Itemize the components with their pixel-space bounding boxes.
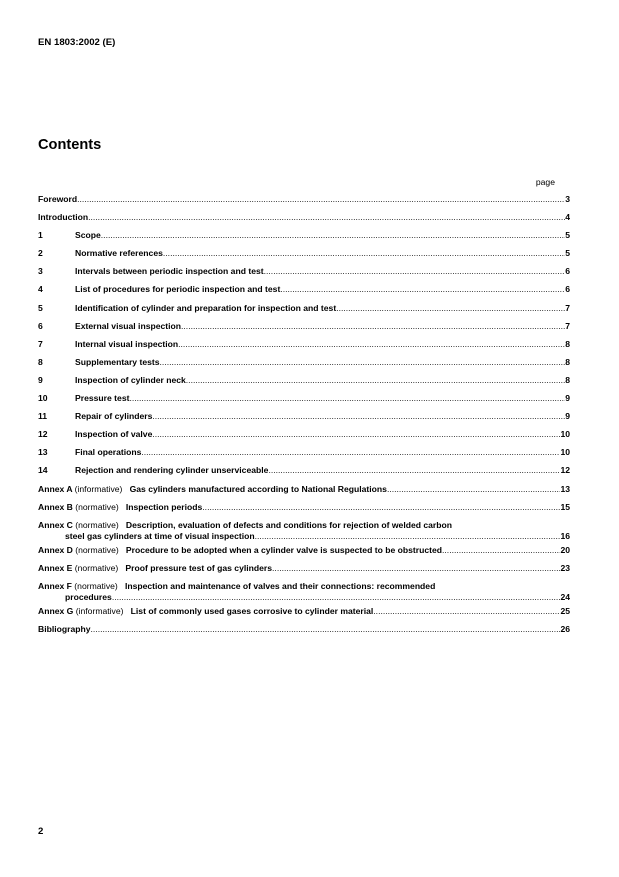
- toc-entry-annex-e[interactable]: [38, 563, 570, 581]
- clause-number: 12: [38, 429, 48, 440]
- leader-dots: [272, 563, 560, 574]
- clause-number: 9: [38, 374, 43, 385]
- annex-kind: (informative): [74, 483, 123, 494]
- leader-dots: [442, 545, 560, 556]
- clause-number: 8: [38, 356, 43, 367]
- clause-number: 7: [38, 338, 43, 349]
- toc-page-number: 16: [560, 530, 570, 541]
- leader-dots: [141, 447, 560, 458]
- toc-entry-text: Intervals between periodic inspection and test: [75, 266, 264, 277]
- toc-entry-clause[interactable]: [38, 230, 570, 248]
- leader-dots: [387, 484, 560, 495]
- annex-label: Annex A: [38, 483, 73, 494]
- toc-page-number: 6: [565, 266, 570, 277]
- annex-title: List of commonly used gases corrosive to cylinder material: [130, 605, 374, 616]
- annex-kind: (normative): [74, 562, 119, 573]
- table-of-contents: [38, 194, 570, 642]
- annex-title-continued: procedures: [65, 591, 112, 602]
- leader-dots: [101, 230, 565, 241]
- toc-entry-clause[interactable]: [38, 429, 570, 447]
- annex-title: Inspection periods: [125, 501, 203, 512]
- leader-dots: [91, 624, 561, 635]
- toc-page-number: 6: [565, 284, 570, 295]
- toc-page-number: 10: [560, 447, 570, 458]
- toc-entry-text: Inspection of cylinder neck: [75, 374, 186, 385]
- toc-entry-annex-g[interactable]: [38, 606, 570, 624]
- toc-entry-clause[interactable]: [38, 248, 570, 266]
- annex-title: Proof pressure test of gas cylinders: [125, 562, 273, 573]
- toc-entry-foreword[interactable]: [38, 194, 570, 212]
- leader-dots: [152, 429, 560, 440]
- toc-page-number: 13: [560, 483, 570, 494]
- toc-page-number: 7: [565, 302, 570, 313]
- toc-page-number: 8: [565, 338, 570, 349]
- leader-dots: [186, 375, 565, 386]
- clause-number: 4: [38, 284, 43, 295]
- page-column-label: page: [535, 177, 555, 187]
- clause-number: 3: [38, 266, 43, 277]
- annex-label: Annex G: [38, 605, 74, 616]
- toc-page-number: 25: [560, 605, 570, 616]
- toc-page-number: 5: [565, 230, 570, 241]
- toc-entry-annex-d[interactable]: [38, 545, 570, 563]
- leader-dots: [163, 248, 565, 259]
- toc-entry-text: Introduction: [38, 212, 89, 223]
- toc-page-number: 23: [560, 562, 570, 573]
- toc-entry-clause[interactable]: [38, 393, 570, 411]
- toc-entry-text: Identification of cylinder and preparation for inspection and test: [75, 302, 337, 313]
- toc-entry-text: Pressure test: [75, 393, 130, 404]
- toc-page-number: 20: [560, 544, 570, 555]
- page-number: 2: [38, 826, 44, 837]
- clause-number: 14: [38, 465, 48, 476]
- leader-dots: [129, 393, 565, 404]
- annex-label: Annex E: [38, 562, 73, 573]
- leader-dots: [112, 592, 561, 603]
- toc-entry-clause[interactable]: [38, 266, 570, 284]
- leader-dots: [264, 266, 566, 277]
- toc-entry-clause[interactable]: [38, 375, 570, 393]
- toc-entry-text: Final operations: [75, 447, 142, 458]
- toc-entry-clause[interactable]: [38, 339, 570, 357]
- annex-kind: (informative): [75, 605, 124, 616]
- annex-kind: (normative): [75, 501, 119, 512]
- clause-number: 1: [38, 230, 43, 241]
- toc-entry-text: Internal visual inspection: [75, 338, 179, 349]
- clause-number: 2: [38, 248, 43, 259]
- toc-entry-clause[interactable]: [38, 411, 570, 429]
- clause-number: 13: [38, 447, 48, 458]
- toc-page-number: 10: [560, 429, 570, 440]
- annex-label: Annex F: [38, 580, 72, 591]
- annex-kind: (normative): [75, 519, 119, 530]
- toc-page-number: 15: [560, 501, 570, 512]
- toc-page-number: 9: [565, 393, 570, 404]
- annex-title: Description, evaluation of defects and conditions for rejection of welded carbon: [125, 519, 453, 530]
- annex-kind: (normative): [74, 580, 118, 591]
- document-header: EN 1803:2002 (E): [38, 37, 116, 48]
- toc-page-number: 24: [560, 591, 570, 602]
- annex-label: Annex D: [38, 544, 73, 555]
- toc-entry-clause[interactable]: [38, 303, 570, 321]
- annex-kind: (normative): [75, 544, 119, 555]
- annex-title: Gas cylinders manufactured according to National Regulations: [129, 483, 387, 494]
- leader-dots: [152, 411, 565, 422]
- toc-entry-bibliography[interactable]: [38, 624, 570, 642]
- toc-entry-text: Inspection of valve: [75, 429, 153, 440]
- toc-entry-text: Scope: [75, 230, 101, 241]
- leader-dots: [336, 303, 565, 314]
- leader-dots: [178, 339, 565, 350]
- toc-entry-clause[interactable]: [38, 357, 570, 375]
- toc-page-number: 12: [560, 465, 570, 476]
- annex-title: Procedure to be adopted when a cylinder valve is suspected to be obstructed: [125, 544, 443, 555]
- leader-dots: [373, 606, 560, 617]
- leader-dots: [181, 321, 565, 332]
- annex-label: Annex B: [38, 501, 73, 512]
- toc-page-number: 26: [560, 623, 570, 634]
- toc-entry-text: Supplementary tests: [75, 356, 160, 367]
- toc-entry-clause[interactable]: [38, 321, 570, 339]
- annex-title-continued: steel gas cylinders at time of visual inspection: [65, 530, 255, 541]
- toc-page-number: 8: [565, 374, 570, 385]
- leader-dots: [202, 502, 560, 513]
- leader-dots: [160, 357, 566, 368]
- leader-dots: [88, 212, 565, 223]
- leader-dots: [268, 465, 560, 476]
- clause-number: 6: [38, 320, 43, 331]
- clause-number: 11: [38, 411, 48, 422]
- clause-number: 5: [38, 302, 43, 313]
- annex-title: Inspection and maintenance of valves and their connections: recommended: [124, 580, 436, 591]
- toc-page-number: 5: [565, 248, 570, 259]
- toc-entry-introduction[interactable]: [38, 212, 570, 230]
- toc-entry-annex-a[interactable]: [38, 484, 570, 502]
- toc-entry-annex-c[interactable]: [38, 520, 570, 545]
- toc-entry-text: List of procedures for periodic inspection and test: [75, 284, 281, 295]
- leader-dots: [280, 284, 565, 295]
- toc-entry-clause[interactable]: [38, 465, 570, 483]
- toc-entry-clause[interactable]: [38, 447, 570, 465]
- toc-entry-text: Bibliography: [38, 623, 91, 634]
- toc-page-number: 7: [565, 320, 570, 331]
- clause-number: 10: [38, 393, 48, 404]
- toc-entry-text: Rejection and rendering cylinder unserviceable: [75, 465, 269, 476]
- leader-dots: [77, 194, 565, 205]
- toc-entry-clause[interactable]: [38, 284, 570, 302]
- toc-page-number: 9: [565, 411, 570, 422]
- toc-page-number: 4: [565, 212, 570, 223]
- toc-entry-text: Normative references: [75, 248, 163, 259]
- toc-page-number: 8: [565, 356, 570, 367]
- toc-entry-text: Foreword: [38, 194, 78, 204]
- page-title: Contents: [38, 137, 102, 153]
- toc-entry-text: Repair of cylinders: [75, 411, 153, 422]
- toc-entry-annex-b[interactable]: [38, 502, 570, 520]
- annex-label: Annex C: [38, 519, 73, 530]
- toc-entry-text: External visual inspection: [75, 320, 182, 331]
- toc-page-number: 3: [565, 194, 570, 204]
- toc-entry-annex-f[interactable]: [38, 581, 570, 606]
- leader-dots: [255, 531, 561, 542]
